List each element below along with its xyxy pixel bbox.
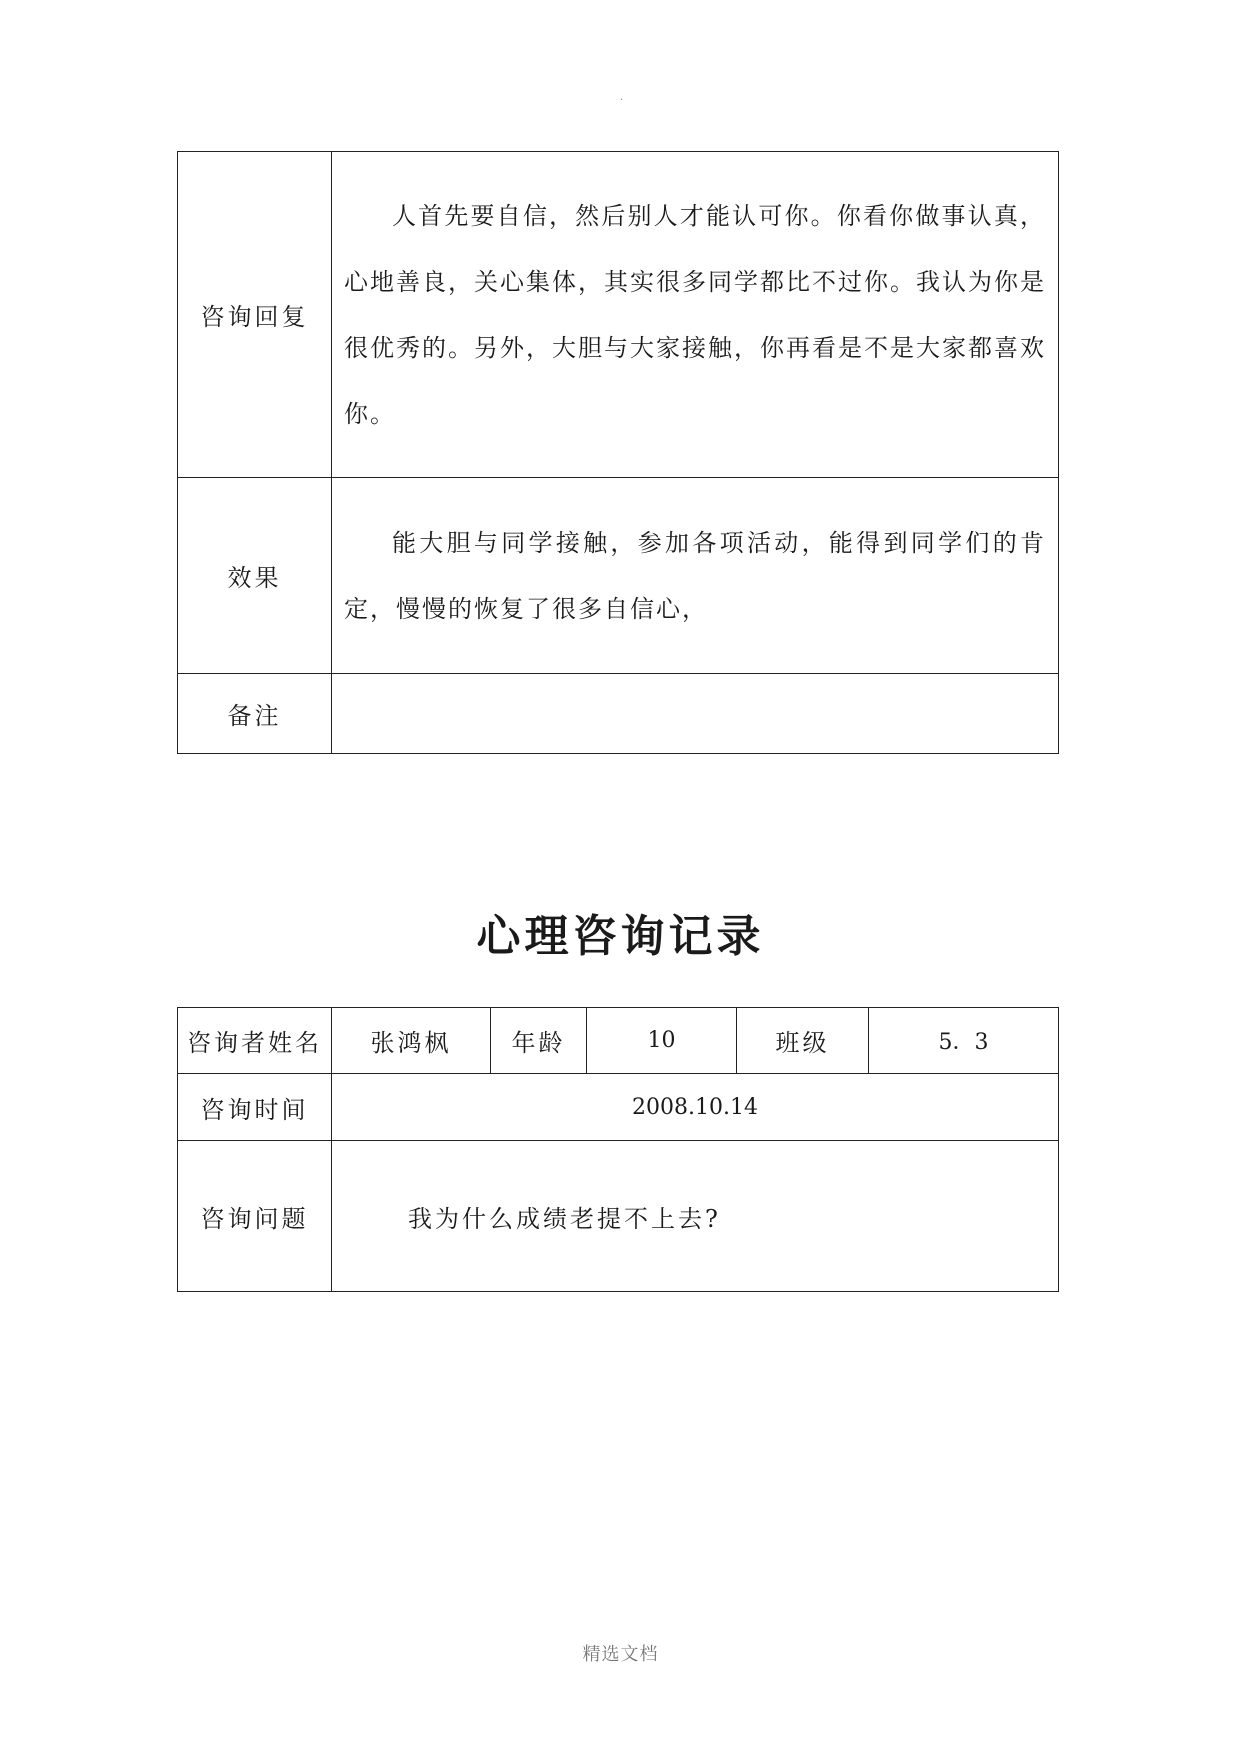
question-cell: [332, 1141, 1059, 1292]
consultation-record-table: [177, 1007, 1059, 1292]
class-value: 5．3: [869, 1008, 1059, 1074]
effect-text: 能大胆与同学接触，参加各项活动，能得到同学们的肯定，慢慢的恢复了很多自信心，: [344, 528, 1046, 623]
class-label: 班级: [737, 1008, 869, 1074]
reply-cell: [332, 152, 1059, 478]
question-label: 咨询问题: [178, 1141, 332, 1292]
page-title: 心理咨询记录: [476, 911, 765, 962]
time-label: 咨询时间: [178, 1074, 332, 1141]
remarks-cell: [332, 674, 1059, 754]
page-mark: ·: [620, 95, 624, 106]
name-value: 张鸿枫: [332, 1008, 491, 1074]
reply-label: 咨询回复: [178, 152, 332, 478]
age-label: 年龄: [491, 1008, 587, 1074]
consultation-followup-table: [177, 151, 1059, 754]
name-label: 咨询者姓名: [178, 1008, 332, 1074]
question-text: 我为什么成绩老提不上去?: [408, 1204, 721, 1233]
reply-text: 人首先要自信，然后别人才能认可你。你看你做事认真，心地善良，关心集体，其实很多同学都比不过你。我认为你是很优秀的。另外，大胆与大家接触，你再看是不是大家都喜欢你。: [344, 201, 1046, 428]
basic-info-row: [178, 1008, 1059, 1074]
effect-label: 效果: [178, 478, 332, 674]
reply-row: [178, 152, 1059, 478]
footer-text: 精选文档: [582, 1644, 659, 1665]
age-value: 10: [587, 1008, 737, 1074]
time-value: 2008.10.14: [332, 1074, 1059, 1141]
remarks-row: [178, 674, 1059, 754]
time-row: [178, 1074, 1059, 1141]
effect-row: [178, 478, 1059, 674]
question-row: [178, 1141, 1059, 1292]
remarks-label: 备注: [178, 674, 332, 754]
effect-cell: [332, 478, 1059, 674]
